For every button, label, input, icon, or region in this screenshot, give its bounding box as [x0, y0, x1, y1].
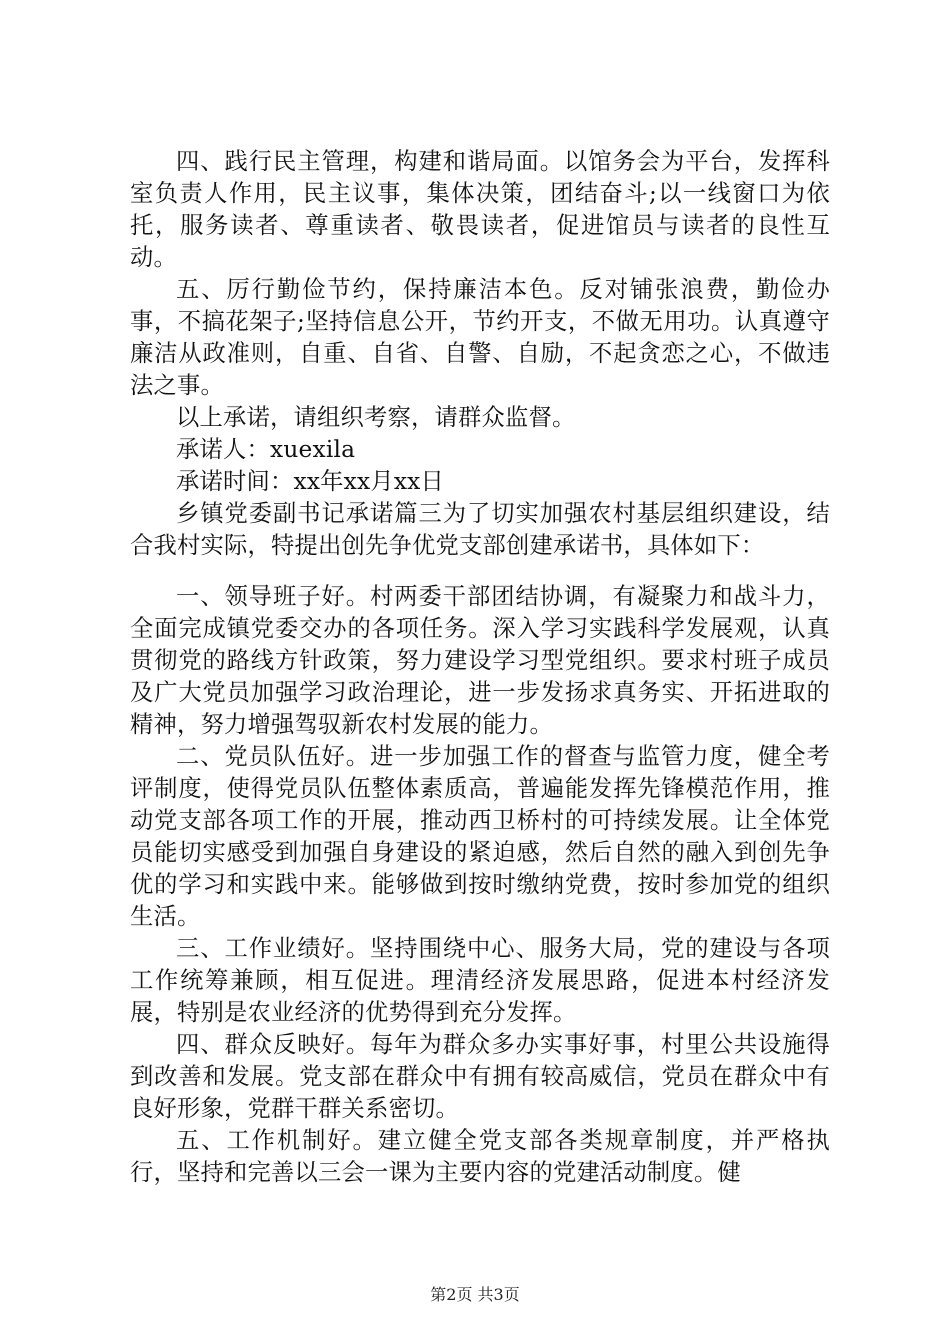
paragraph-frugality: 五、厉行勤俭节约，保持廉洁本色。反对铺张浪费，勤俭办事，不搞花架子;坚持信息公开，节约开支，不做无用功。认真遵守廉洁从政准则，自重、自省、自警、自励，不起贪恋之心，不做违法之事。 [130, 276, 830, 399]
document-body [130, 146, 830, 1189]
paragraph-promisor: 承诺人：xuexila [176, 436, 356, 463]
paragraph-work-mechanism: 五、工作机制好。建立健全党支部各类规章制度，并严格执行，坚持和完善以三会一课为主要内容的党建活动制度。健 [130, 1127, 830, 1186]
paragraph-section-three-intro: 乡镇党委副书记承诺篇三为了切实加强农村基层组织建设，结合我村实际，特提出创先争优党支部创建承诺书，具体如下： [130, 500, 830, 559]
page-number-footer: 第2页 共3页 [430, 1285, 520, 1304]
paragraph-commitment-closing: 以上承诺，请组织考察，请群众监督。 [176, 404, 576, 431]
paragraph-work-performance: 三、工作业绩好。坚持围绕中心、服务大局，党的建设与各项工作统筹兼顾，相互促进。理清经济发展思路，促进本村经济发展，特别是农业经济的优势得到充分发挥。 [130, 935, 830, 1026]
paragraph-democratic-management: 四、践行民主管理，构建和谐局面。以馆务会为平台，发挥科室负责人作用，民主议事，集体决策，团结奋斗;以一线窗口为依托，服务读者、尊重读者、敬畏读者，促进馆员与读者的良性互动。 [130, 148, 830, 271]
paragraph-gap [130, 562, 830, 581]
paragraph-promise-date: 承诺时间：xx年xx月xx日 [176, 468, 445, 495]
paragraph-party-members: 二、党员队伍好。进一步加强工作的督查与监管力度，健全考评制度，使得党员队伍整体素质高，普遍能发挥先锋模范作用，推动党支部各项工作的开展，推动西卫桥村的可持续发展。让全体党员能切实感受到加强自身建设的紧迫感，然后自然的融入到创先争优的学习和实践中来。能够做到按时缴纳党费，按时参加党的组织生活。 [130, 743, 830, 930]
paragraph-leadership: 一、领导班子好。村两委干部团结协调，有凝聚力和战斗力，全面完成镇党委交办的各项任务。深入学习实践科学发展观，认真贯彻党的路线方针政策，努力建设学习型党组织。要求村班子成员及广大党员加强学习政治理论，进一步发扬求真务实、开拓进取的精神，努力增强驾驭新农村发展的能力。 [130, 583, 830, 738]
paragraph-public-feedback: 四、群众反映好。每年为群众多办实事好事，村里公共设施得到改善和发展。党支部在群众中有拥有较高威信，党员在群众中有良好形象，党群干群关系密切。 [130, 1031, 830, 1122]
